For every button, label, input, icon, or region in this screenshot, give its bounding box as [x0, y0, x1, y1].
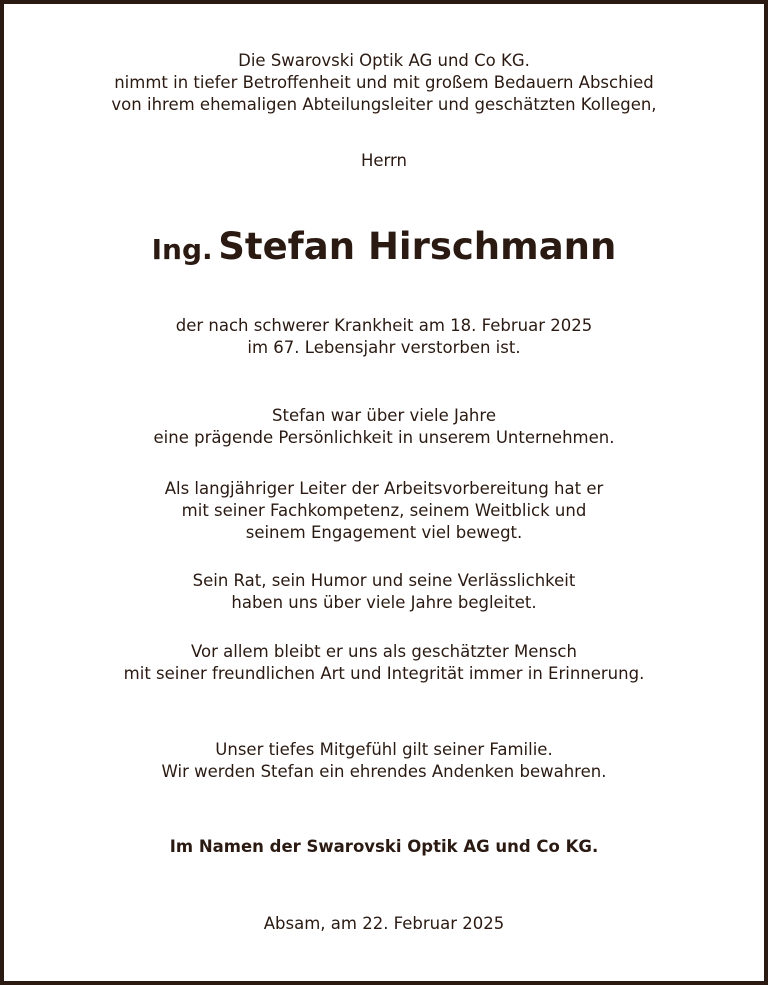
p1-line-2: eine prägende Persönlichkeit in unserem Unternehmen. — [153, 428, 615, 447]
p4-line-1: Vor allem bleibt er uns als geschätzter Mensch — [191, 642, 577, 661]
p3-line-2: haben uns über viele Jahre begleitet. — [231, 593, 537, 612]
p4-line-2: mit seiner freundlichen Art und Integrität immer in Erinnerung. — [123, 664, 645, 683]
name-full: Stefan Hirschmann — [218, 225, 617, 268]
death-line-1: der nach schwerer Krankheit am 18. Februar 2025 — [175, 316, 593, 335]
intro-line-2: nimmt in tiefer Betroffenheit und mit großem Bedauern Abschied — [114, 73, 654, 92]
death-line-2: im 67. Lebensjahr verstorben ist. — [247, 338, 521, 357]
intro-line-3: von ihrem ehemaligen Abteilungsleiter und geschätzten Kollegen, — [111, 95, 657, 114]
place-date: Absam, am 22. Februar 2025 — [263, 914, 505, 933]
salutation: Herrn — [360, 151, 407, 170]
p5-line-1: Unser tiefes Mitgefühl gilt seiner Familie. — [215, 740, 553, 759]
signature: Im Namen der Swarovski Optik AG und Co KG. — [169, 837, 599, 856]
name-prefix: Ing. — [151, 233, 213, 266]
intro-line-1: Die Swarovski Optik AG und Co KG. — [238, 51, 530, 70]
p1-line-1: Stefan war über viele Jahre — [272, 406, 496, 425]
p2-line-2: mit seiner Fachkompetenz, seinem Weitblick und — [181, 501, 587, 520]
p5-line-2: Wir werden Stefan ein ehrendes Andenken bewahren. — [161, 762, 607, 781]
p3-line-1: Sein Rat, sein Humor und seine Verlässlichkeit — [192, 571, 576, 590]
deceased-name — [4, 225, 764, 268]
p2-line-3: seinem Engagement viel bewegt. — [245, 523, 523, 542]
p2-line-1: Als langjähriger Leiter der Arbeitsvorbereitung hat er — [164, 479, 604, 498]
